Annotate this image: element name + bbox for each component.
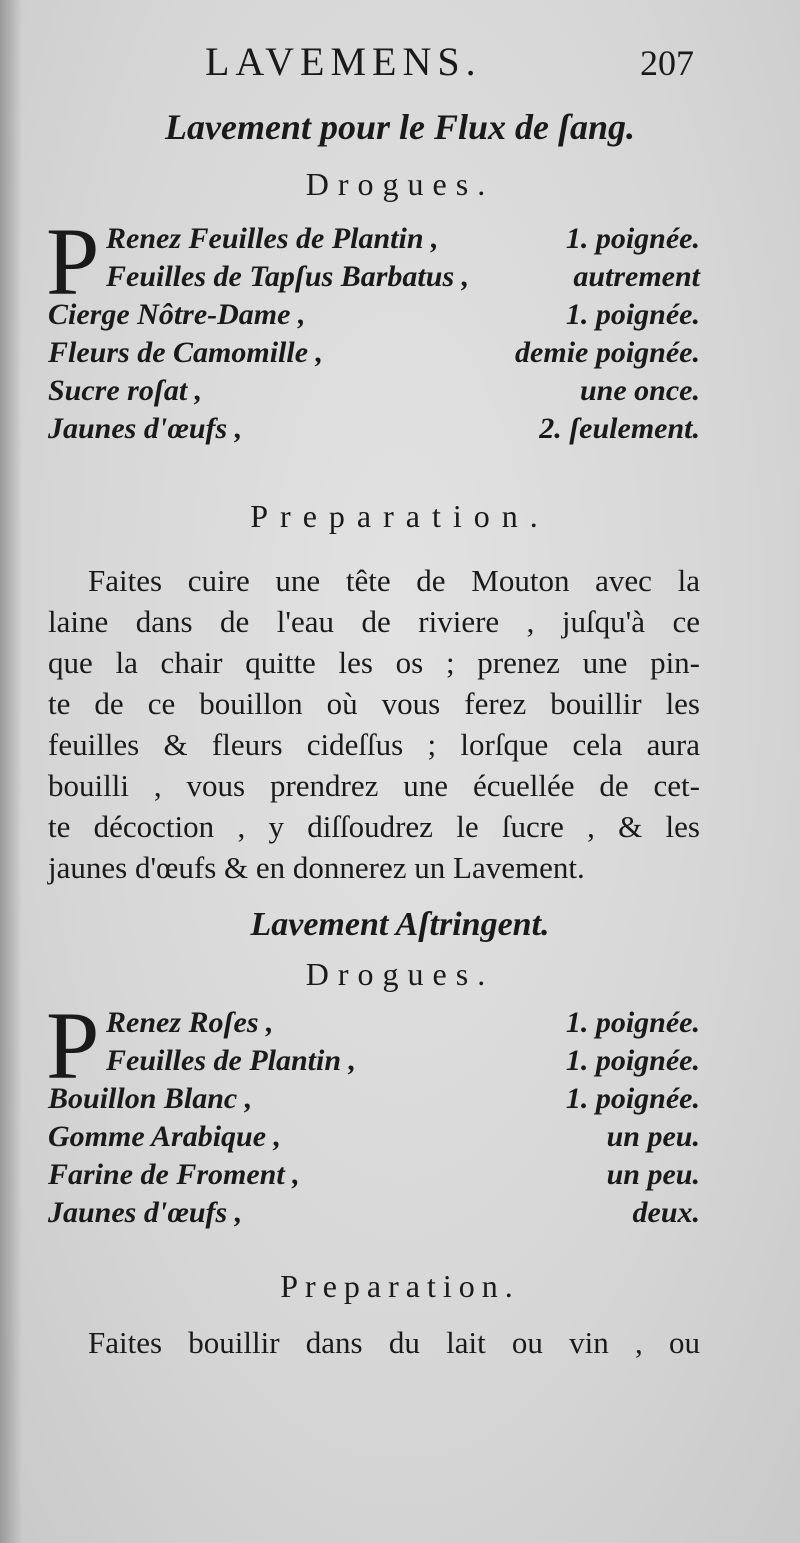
text-line: jaunes d'œufs & en donnerez un Lavement. <box>48 850 585 885</box>
ingredient-quantity: une once. <box>580 374 700 407</box>
ingredient-name: Farine de Froment , <box>48 1158 300 1191</box>
text-line: te de ce bouillon où vous ferez bouillir les <box>48 686 700 721</box>
ingredient-row <box>48 222 700 260</box>
ingredient-quantity: 1. poignée. <box>565 298 700 331</box>
drugs-heading: Drogues. <box>305 166 495 202</box>
ingredient-list <box>46 208 700 450</box>
ingredient-row <box>48 1158 700 1196</box>
text-line: bouilli , vous prendrez une écuellée de cet- <box>48 768 700 803</box>
ingredient-name: Cierge Nôtre-Dame , <box>48 298 306 331</box>
preparation-heading: Preparation. <box>250 498 550 534</box>
ingredient-row <box>48 1120 700 1158</box>
ingredient-quantity: deux. <box>632 1196 700 1229</box>
text-line: Faites cuire une tête de Mouton avec la <box>88 563 700 598</box>
ingredient-row <box>48 1044 700 1082</box>
ingredient-quantity: demie poignée. <box>515 336 700 369</box>
ingredient-quantity: autrement <box>573 260 700 293</box>
ingredient-name: Bouillon Blanc , <box>48 1082 253 1115</box>
page-number: 207 <box>640 43 694 83</box>
ingredient-name: Jaunes d'œufs , <box>48 1196 243 1229</box>
ingredient-name: Gomme Arabique , <box>48 1120 282 1153</box>
drop-cap: P <box>46 992 100 1099</box>
ingredient-row <box>48 374 700 412</box>
page-header <box>0 38 800 88</box>
ingredient-quantity: un peu. <box>606 1158 700 1191</box>
ingredient-quantity: un peu. <box>606 1120 700 1153</box>
text-line: laine dans de l'eau de riviere , juſqu'à ce <box>48 604 700 639</box>
section-title: Lavement pour le Flux de ſang. <box>165 107 635 147</box>
ingredient-quantity: 1. poignée. <box>565 1082 700 1115</box>
ingredient-row <box>48 1082 700 1120</box>
text-line: Faites bouillir dans du lait ou vin , ou <box>88 1325 700 1360</box>
ingredient-row <box>48 412 700 450</box>
ingredient-row <box>48 260 700 298</box>
drugs-heading: Drogues. <box>305 956 495 992</box>
ingredient-name: Feuilles de Tapſus Barbatus , <box>106 260 470 293</box>
page-gutter-shadow <box>0 0 22 1543</box>
ingredient-row <box>48 1006 700 1044</box>
text-line: te décoction , y diſſoudrez le ſucre , & les <box>48 809 700 844</box>
ingredient-row <box>48 336 700 374</box>
preparation-heading: Preparation. <box>280 1268 520 1304</box>
ingredient-name: Renez Roſes , <box>106 1006 274 1039</box>
text-line: que la chair quitte les os ; prenez une pin- <box>48 645 700 680</box>
ingredient-list <box>46 992 700 1234</box>
ingredient-quantity: 1. poignée. <box>565 1044 700 1077</box>
ingredient-name: Jaunes d'œufs , <box>48 412 243 445</box>
ingredient-row <box>48 298 700 336</box>
drop-cap: P <box>46 208 100 315</box>
ingredient-name: Feuilles de Plantin , <box>106 1044 357 1077</box>
ingredient-quantity: 1. poignée. <box>565 222 700 255</box>
ingredient-name: Sucre roſat , <box>48 374 203 407</box>
ingredient-name: Fleurs de Camomille , <box>48 336 324 369</box>
ingredient-quantity: 2. ſeulement. <box>539 412 700 445</box>
section-title: Lavement Aſtringent. <box>250 906 550 943</box>
text-line: feuilles & fleurs cideſſus ; lorſque cela aura <box>48 727 700 762</box>
running-title: LAVEMENS. <box>205 39 482 84</box>
preparation-paragraph <box>48 1322 700 1363</box>
preparation-paragraph <box>48 560 700 888</box>
ingredient-name: Renez Feuilles de Plantin , <box>106 222 439 255</box>
ingredient-row <box>48 1196 700 1234</box>
ingredient-quantity: 1. poignée. <box>565 1006 700 1039</box>
